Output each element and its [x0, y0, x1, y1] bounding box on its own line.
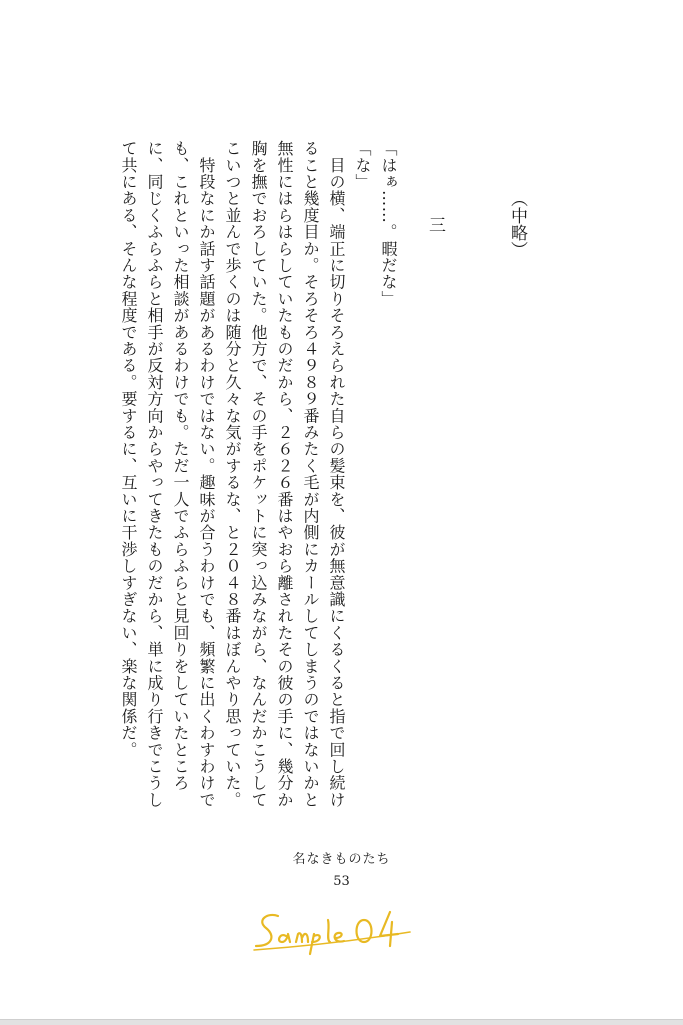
text-line-5: 無性にはらはらしていたものだから、２６２６番はやおら離されたその彼の手に、幾分か: [275, 140, 294, 808]
text-line-9: も、これといった相談があるわけでも。ただ一人でふらふらと見回りをしていたところ: [171, 140, 190, 792]
watermark-stroke-S: [256, 915, 278, 946]
watermark-stroke-m: [296, 933, 308, 942]
watermark-stroke-4: [380, 912, 398, 946]
chapter-heading: （中略）: [507, 190, 527, 258]
text-line-7: こいつと並んで歩くのは随分と久々な気がするな、と２０４８番はぼんやり思っていた。: [223, 140, 242, 808]
section-number: 三: [425, 216, 445, 233]
text-line-4: ること幾度目か。そろそろ４９８９番みたく毛が内側にカールしてしまうのではないかと: [301, 140, 320, 808]
text-line-8: 特段なにか話す話題があるわけではない。趣味が合うわけでも、頻繁に出くわすわけで: [197, 140, 216, 808]
watermark-stroke-e: [335, 933, 344, 942]
sample-watermark: [250, 906, 420, 956]
text-line-1: 「はぁ……。暇だな」: [379, 140, 398, 307]
text-line-11: て共にある、そんな程度である。要するに、互いに干渉しすぎない、楽な関係だ。: [119, 140, 138, 758]
page-number: 53: [333, 874, 350, 889]
text-line-10: に、同じくふらふらと相手が反対方向からやってきたものだから、単に成り行きでこうし: [145, 140, 164, 808]
text-line-6: 胸を撫でおろしていた。他方で、その手をポケットに突っ込みながら、なんだかこうして: [249, 140, 268, 808]
watermark-stroke-l: [328, 920, 330, 942]
text-line-3: 目の横、端正に切りそろえられた自らの髪束を、彼が無意識にくるくると指で回し続け: [327, 140, 346, 808]
text-line-2: 「な」: [353, 140, 372, 191]
watermark-stroke-a: [279, 934, 290, 942]
book-title-footer: 名なきものたち: [292, 852, 391, 867]
page-bottom-edge: [0, 1019, 683, 1025]
